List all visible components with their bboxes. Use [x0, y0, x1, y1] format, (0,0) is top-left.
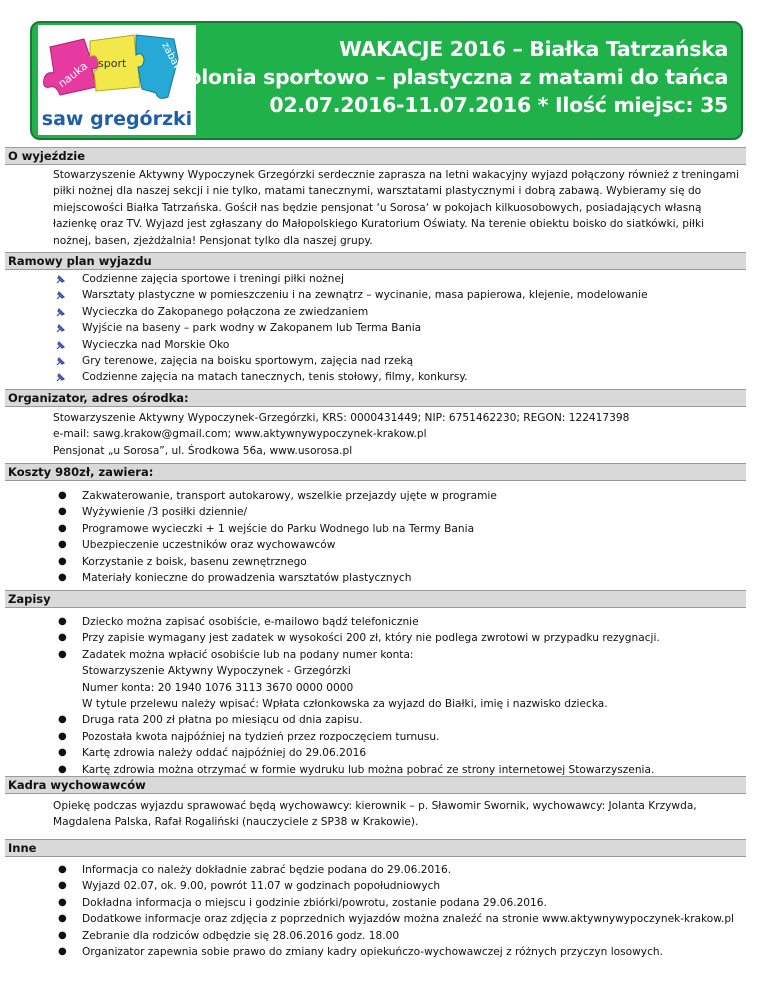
organizer-line: Stowarzyszenie Aktywny Wypoczynek-Grzegórzki, KRS: 0000431449; NIP: 6751462230; REGON: 122417398	[53, 412, 630, 424]
list-item: ● Dokładna informacja o miejscu i godzinie zbiórki/powrotu, zostanie podana 29.06.2016.	[0, 895, 734, 911]
organizer-block	[53, 410, 739, 459]
list-item: Gry terenowe, zajęcia na boisku sportowym, zajęcia nad rzeką	[0, 353, 648, 369]
pushpin-icon	[55, 340, 66, 351]
logo-piece-3: zabawa	[159, 40, 187, 80]
section-title-signup: Zapisy	[5, 590, 746, 608]
pushpin-icon	[55, 307, 66, 318]
bullet-icon: ●	[58, 555, 67, 567]
pushpin-icon	[55, 356, 66, 367]
section-title-organizer: Organizator, adres ośrodka:	[5, 389, 746, 407]
list-item: ● Pozostała kwota najpóźniej na tydzień przez rozpoczęciem turnusu.	[0, 729, 660, 745]
about-line: nożnej, basen, zjeżdżalnia! Pensjonat tylko dla naszej grupy.	[53, 234, 373, 247]
bullet-icon: ●	[58, 730, 67, 742]
list-item: ● Wyżywienie /3 posiłki dziennie/	[0, 504, 497, 520]
list-item: ● Wyjazd 02.07, ok. 9.00, powrót 11.07 w godzinach popołudniowych	[0, 878, 734, 894]
logo-piece-1: nauka	[55, 59, 91, 91]
about-paragraph	[53, 167, 739, 249]
account-holder: Stowarzyszenie Aktywny Wypoczynek - Grzegórzki	[82, 665, 351, 678]
bullet-icon: ●	[58, 896, 67, 908]
list-item: ● Materiały konieczne do prowadzenia warsztatów plastycznych	[0, 570, 497, 586]
bullet-icon: ●	[58, 946, 67, 958]
other-list	[0, 862, 734, 960]
list-item: ● Dodatkowe informacje oraz zdjęcia z poprzednich wyjazdów można znaleźć na stronie www.aktywnywypoczynek-krakow.pl	[0, 911, 734, 927]
list-item: Wyjście na baseny – park wodny w Zakopanem lub Terma Bania	[0, 320, 648, 336]
bullet-icon: ●	[58, 490, 67, 501]
list-item: ● Zakwaterowanie, transport autokarowy, wszelkie przejazdy ujęte w programie	[0, 488, 497, 504]
section-title-costs: Koszty 980zł, zawiera:	[5, 463, 746, 481]
bullet-icon: ●	[58, 763, 67, 775]
staff-paragraph	[53, 798, 739, 831]
header-line-3: 02.07.2016-11.07.2016 * Ilość miejsc: 35	[269, 93, 728, 117]
staff-line: Magdalena Palska, Rafał Rogaliński (nauczyciele z SP38 w Krakowie).	[53, 816, 419, 829]
list-item: Codzienne zajęcia na matach tanecznych, tenis stołowy, filmy, konkursy.	[0, 369, 648, 385]
section-title-about: O wyjeździe	[5, 147, 746, 165]
costs-list	[0, 488, 497, 586]
list-item: ● Zadatek można wpłacić osobiście lub na podany numer konta: Stowarzyszenie Aktywny Wypoczynek - Grzegórzki Numer konta: 20 1940 1076 3113 3670 0000 0000 W tytule przelewu należy wpisać: Wpłata członkowska za wyjazd do Białki, imię i nazwisko dziecka.	[0, 647, 660, 713]
logo-text: saw gregórzki	[41, 108, 193, 130]
list-item: Wycieczka nad Morskie Oko	[0, 337, 648, 353]
pushpin-icon	[55, 323, 66, 334]
organizer-line: e-mail: sawg.krakow@gmail.com; www.aktywnywypoczynek-krakow.pl	[53, 428, 427, 441]
bullet-icon: ●	[58, 522, 67, 534]
signup-list	[0, 614, 660, 778]
list-item: ● Zebranie dla rodziców odbędzie się 28.06.2016 godz. 18.00	[0, 928, 734, 944]
list-item: Warsztaty plastyczne w pomieszczeniu i na zewnątrz – wycinanie, masa papierowa, klejenie, modelowanie	[0, 287, 648, 303]
list-item: ● Programowe wycieczki + 1 wejście do Parku Wodnego lub na Termy Bania	[0, 521, 497, 537]
section-title-other: Inne	[5, 839, 746, 857]
bullet-icon: ●	[58, 632, 67, 644]
list-item: Wycieczka do Zakopanego połączona ze zwiedzaniem	[0, 304, 648, 320]
list-item: ● Korzystanie z boisk, basenu zewnętrznego	[0, 554, 497, 570]
pushpin-icon	[55, 372, 66, 383]
account-number: Numer konta: 20 1940 1076 3113 3670 0000 0000	[82, 681, 354, 694]
bullet-icon: ●	[58, 648, 67, 660]
about-line: łazienkę oraz TV. Wyjazd jest zgłaszany do Małopolskiego Kuratorium Oświaty. Na terenie obiektu boisko do siatkówki, piłki	[53, 218, 705, 231]
list-item: ● Druga rata 200 zł płatna po miesiącu od dnia zapisu.	[0, 712, 660, 728]
about-line: miejscowości Białka Tatrzańska. Gościł nas będzie pensjonat ‘u Sorosa‘ w pokojach kilkuosobowych, posiadających własną	[53, 201, 702, 214]
about-line: piłki nożnej dla naszej sekcji i nie tylko, matami tanecznymi, warsztatami plastycznymi i dobrą zabawą. Wybieramy się do	[53, 185, 702, 198]
bullet-icon: ●	[58, 539, 67, 551]
bullet-icon: ●	[58, 572, 67, 584]
organizer-line: Pensjonat „u Sorosa”, ul. Środkowa 56a, www.usorosa.pl	[53, 444, 353, 457]
bullet-icon: ●	[58, 880, 67, 892]
list-item: ● Przy zapisie wymagany jest zadatek w wysokości 200 zł, który nie podlega zwrotowi w przypadku rezygnacji.	[0, 630, 660, 646]
list-item: ● Informacja co należy dokładnie zabrać będzie podana do 29.06.2016.	[0, 862, 734, 878]
bullet-icon: ●	[58, 714, 67, 726]
header-titles	[175, 35, 728, 119]
pushpin-icon	[55, 274, 66, 285]
list-item: ● Kartę zdrowia można otrzymać w formie wydruku lub można pobrać ze strony internetowej Stowarzyszenia.	[0, 762, 660, 778]
transfer-title: W tytule przelewu należy wpisać: Wpłata członkowska za wyjazd do Białki, imię i nazwisko dziecka.	[82, 698, 608, 711]
list-item: ● Dziecko można zapisać osobiście, e-mailowo bądź telefonicznie	[0, 614, 660, 630]
section-title-staff: Kadra wychowawców	[5, 776, 746, 794]
list-item: ● Kartę zdrowia należy oddać najpóźniej do 29.06.2016	[0, 745, 660, 761]
bullet-icon: ●	[58, 929, 67, 941]
logo-piece-2: sport	[98, 57, 127, 70]
bullet-icon: ●	[58, 747, 67, 759]
staff-line: Opiekę podczas wyjazdu sprawować będą wychowawcy: kierownik – p. Sławomir Swornik, wychowawcy: Jolanta Krzywda,	[53, 800, 697, 812]
bullet-icon: ●	[58, 864, 67, 875]
plan-list	[0, 271, 648, 386]
section-title-plan: Ramowy plan wyjazdu	[5, 252, 746, 270]
bullet-icon: ●	[58, 913, 67, 925]
logo	[38, 25, 196, 135]
list-item: ● Ubezpieczenie uczestników oraz wychowawców	[0, 537, 497, 553]
header-line-2: kolonia sportowo – plastyczna z matami do tańca	[174, 65, 728, 89]
list-item: Codzienne zajęcia sportowe i treningi piłki nożnej	[0, 271, 648, 287]
pushpin-icon	[55, 290, 66, 301]
bullet-icon: ●	[58, 506, 67, 518]
bullet-icon: ●	[58, 616, 67, 627]
list-item: ● Organizator zapewnia sobie prawo do zmiany kadry opiekuńczo-wychowawczej z różnych przyczyn losowych.	[0, 944, 734, 960]
header-line-1: WAKACJE 2016 – Białka Tatrzańska	[339, 37, 728, 61]
about-line: Stowarzyszenie Aktywny Wypoczynek Grzegórzki serdecznie zaprasza na letni wakacyjny wyjazd połączony również z treningami	[53, 169, 740, 181]
